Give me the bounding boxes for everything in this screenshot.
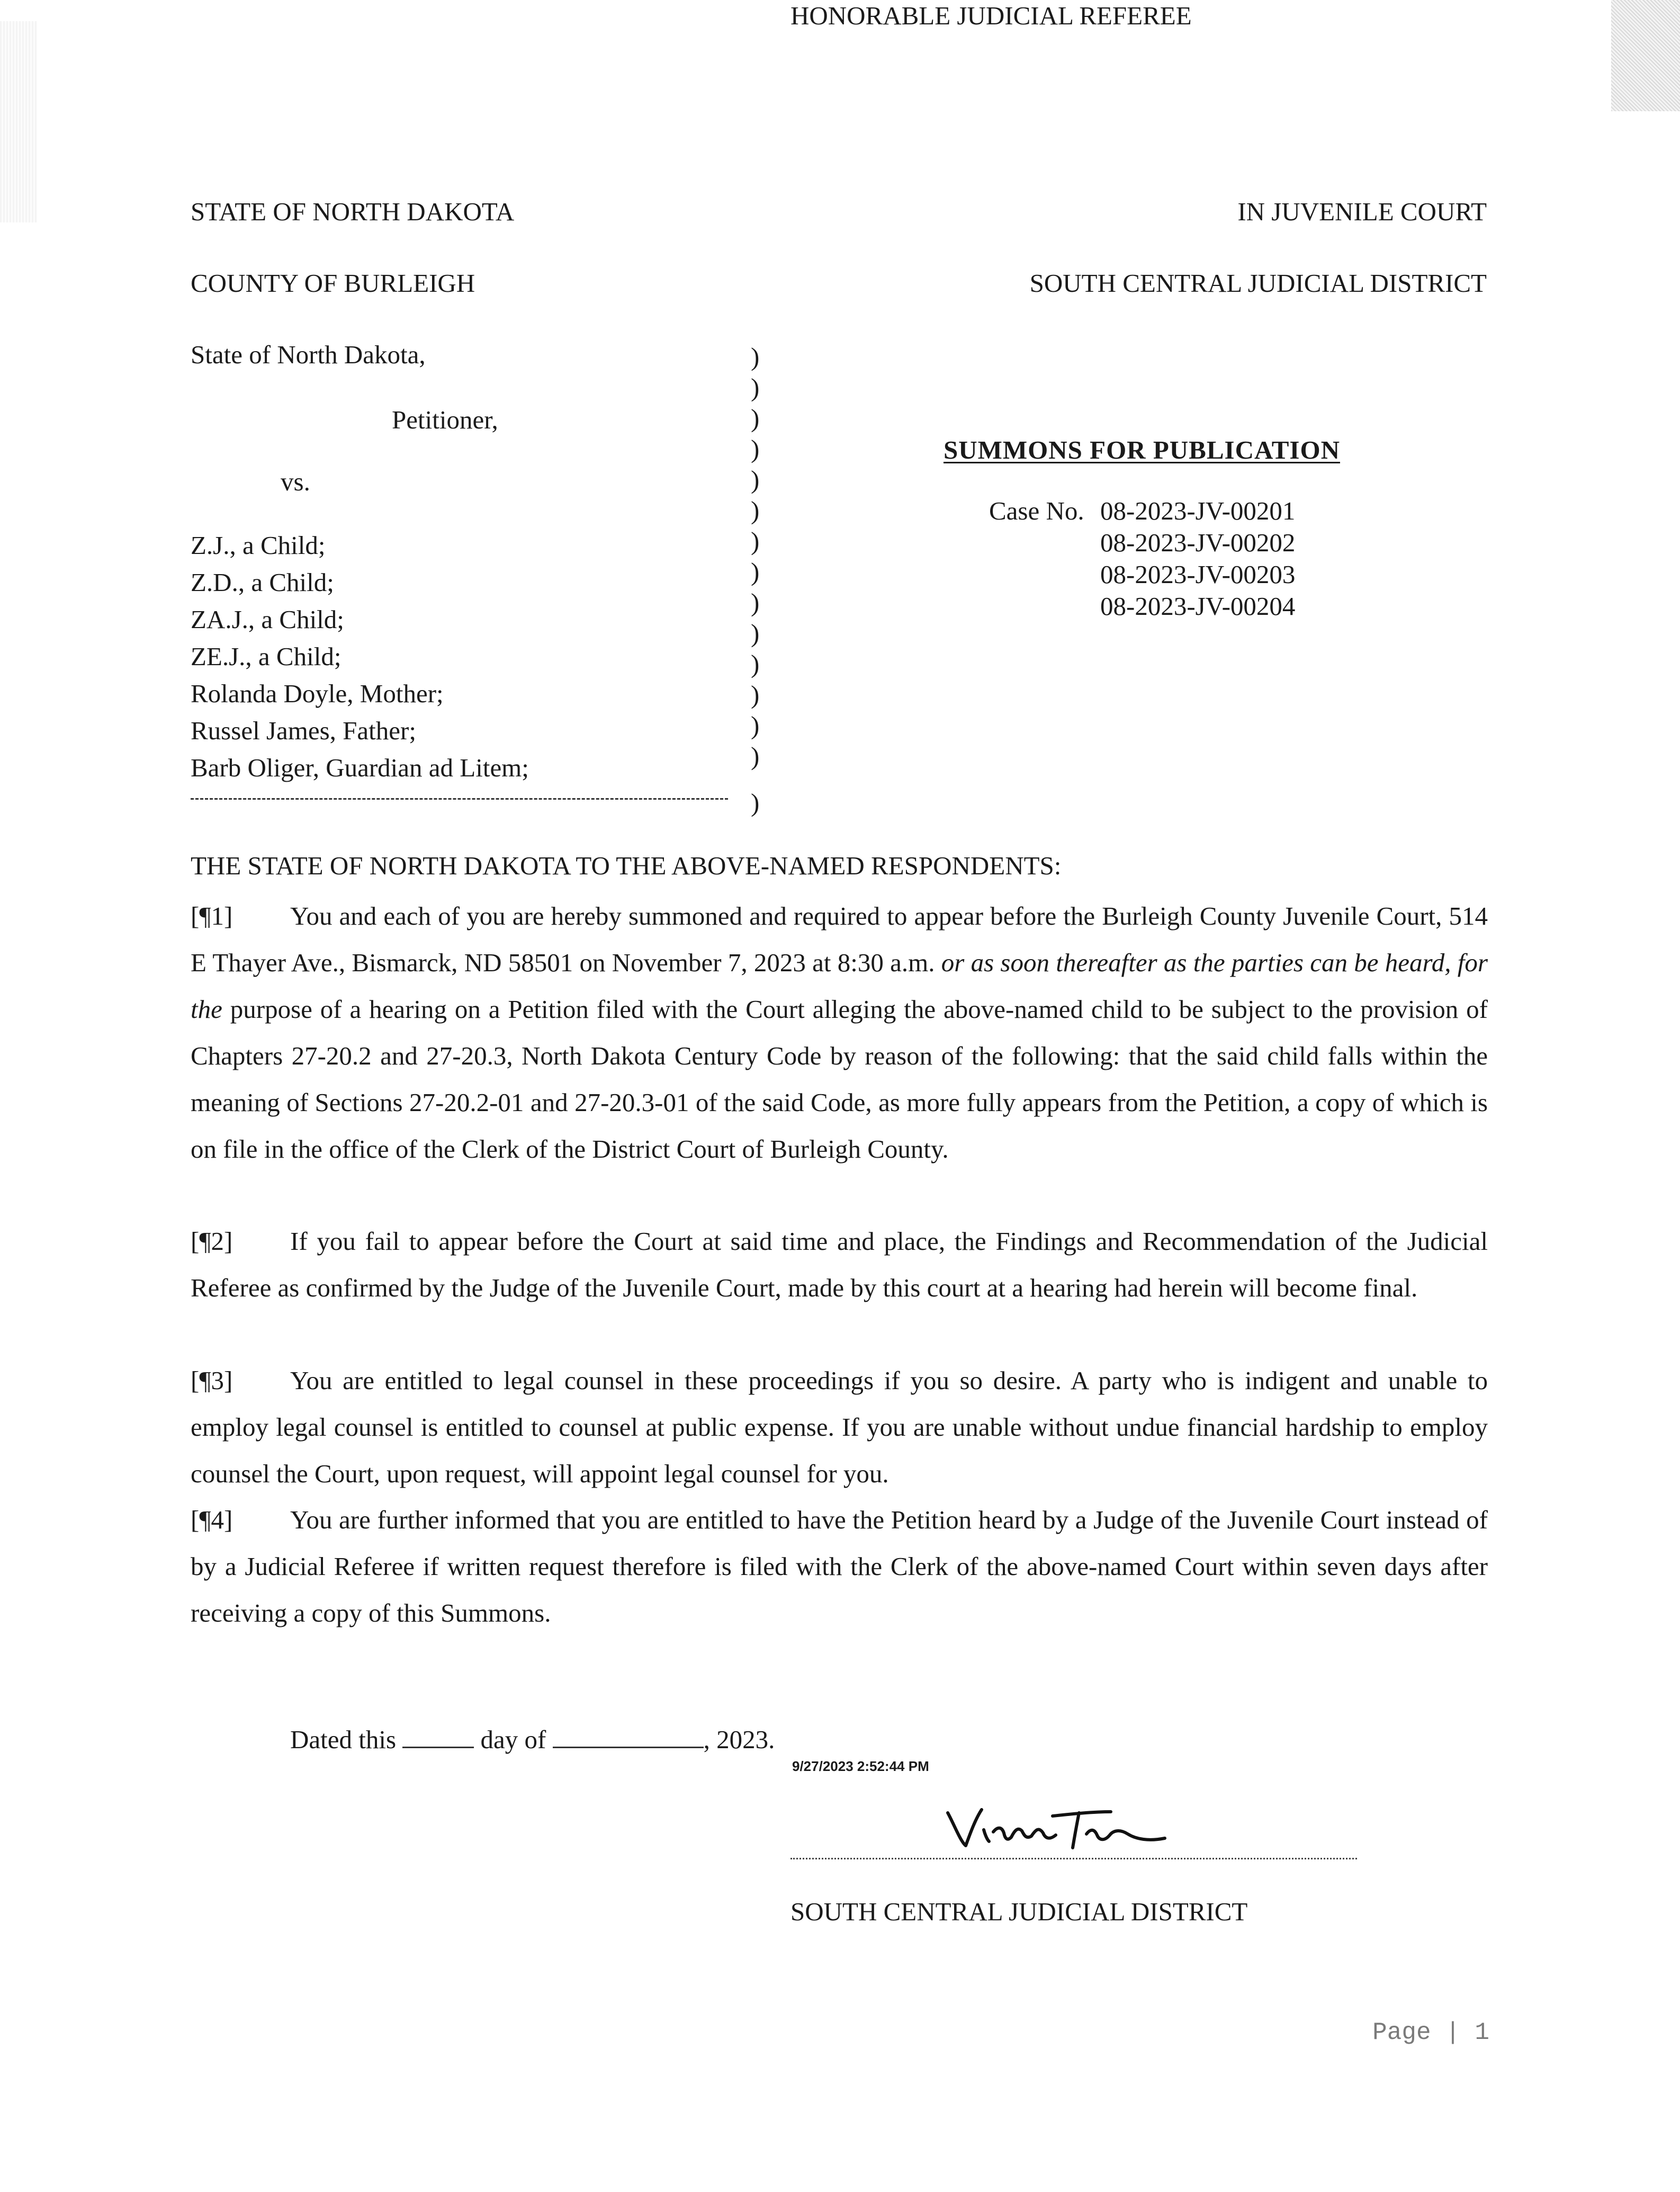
caption-paren: ) [751,526,760,556]
page-number-value: 1 [1475,2019,1489,2046]
caption-petitioner-label: Petitioner, [392,405,498,434]
page-number [1372,2019,1489,2046]
caption-paren: ) [751,649,760,678]
caption-paren: ) [751,588,760,617]
address-line: THE STATE OF NORTH DAKOTA TO THE ABOVE-NAMED RESPONDENTS: [191,851,1062,880]
dated-middle: day of [480,1725,546,1754]
e-sign-timestamp: 9/27/2023 2:52:44 PM [792,1758,929,1774]
paragraph-text: You are entitled to legal counsel in these proceedings if you so desire. A party who is indigent and unable to employ legal counsel is entitled to counsel at public expense. If you are unable without undue financial hardship to employ counsel the Court, upon request, will appoint legal counsel for you. [191,1366,1488,1488]
paragraph-1 [191,893,1488,1173]
header-county: COUNTY OF BURLEIGH [191,269,475,298]
caption-paren: ) [751,788,760,817]
respondent-7: Barb Oliger, Guardian ad Litem; [191,753,529,782]
caption-paren: ) [751,496,760,525]
caption-paren: ) [751,741,760,771]
dated-prefix: Dated this [290,1725,397,1754]
caption-paren: ) [751,465,760,494]
paragraph-text: You are further informed that you are entitled to have the Petition heard by a Judge of the Juvenile Court instead of by a Judicial Referee if written request therefore is filed with the Clerk of the above-named Court within seven days after receiving a copy of this Summons. [191,1505,1488,1627]
header-state: STATE OF NORTH DAKOTA [191,197,515,226]
paragraph-marker: [¶2] [191,1227,233,1256]
signature-graphic [942,1793,1197,1856]
page-separator: | [1445,2019,1460,2046]
signature-district: SOUTH CENTRAL JUDICIAL DISTRICT [790,1897,1248,1926]
document-title: SUMMONS FOR PUBLICATION [944,435,1340,464]
caption-paren: ) [751,373,760,402]
paragraph-3 [191,1357,1488,1497]
case-number: 08-2023-JV-00201 [1100,496,1296,525]
caption-paren: ) [751,557,760,586]
caption-paren: ) [751,342,760,371]
case-number: 08-2023-JV-00202 [1100,528,1296,557]
caption-dashed-rule [191,798,728,800]
paragraph-4 [191,1497,1488,1636]
day-blank [402,1725,474,1748]
signature-title: HONORABLE JUDICIAL REFEREE [790,1,1192,30]
respondent-2: Z.D., a Child; [191,568,334,597]
paragraph-italic-text: or as soon thereafter as the parties can be heard, for the [191,948,1488,1024]
month-blank [553,1725,704,1748]
paragraph-marker: [¶1] [191,901,233,931]
respondent-3: ZA.J., a Child; [191,605,344,634]
respondent-5: Rolanda Doyle, Mother; [191,679,444,708]
caption-versus: vs. [281,467,310,496]
paragraph-marker: [¶3] [191,1366,233,1395]
header-court: IN JUVENILE COURT [1237,197,1487,226]
case-number: 08-2023-JV-00203 [1100,560,1296,589]
dated-suffix: , 2023. [703,1725,775,1754]
paragraph-text: You and each of you are hereby summoned and required to appear before the Burleigh County Juvenile Court, 514 E Thayer Ave., Bismarck, ND 58501 on November 7, 2023 at 8:30 a.m. [191,901,1488,977]
caption-paren: ) [751,680,760,709]
dated-line [290,1724,775,1756]
scan-artifact-left [0,21,37,222]
caption-paren: ) [751,619,760,648]
caption-paren: ) [751,404,760,433]
paragraph-text: If you fail to appear before the Court at said time and place, the Findings and Recommendation of the Judicial Referee as confirmed by the Judge of the Juvenile Court, made by this court at a hearing had herein will become final. [191,1227,1488,1302]
case-number: 08-2023-JV-00204 [1100,592,1296,621]
caption-paren: ) [751,434,760,463]
respondent-4: ZE.J., a Child; [191,642,342,671]
paragraph-2 [191,1218,1488,1311]
header-district: SOUTH CENTRAL JUDICIAL DISTRICT [1029,269,1487,298]
paragraph-marker: [¶4] [191,1505,233,1534]
respondent-6: Russel James, Father; [191,716,416,745]
scan-artifact-right [1611,0,1680,111]
case-label: Case No. [989,496,1084,525]
respondent-1: Z.J., a Child; [191,531,326,560]
page-label: Page [1372,2019,1431,2046]
caption-plaintiff: State of North Dakota, [191,340,426,369]
paragraph-text: purpose of a hearing on a Petition filed with the Court alleging the above-named child to be subject to the provision of Chapters 27-20.2 and 27-20.3, North Dakota Century Code by reason of the following: that the said child falls within the meaning of Sections 27-20.2-01 and 27-20.3-01 of the said Code, as more fully appears from the Petition, a copy of which is on file in the office of the Clerk of the District Court of Burleigh County. [191,995,1488,1164]
caption-paren: ) [751,711,760,740]
signature-line [790,1858,1357,1859]
